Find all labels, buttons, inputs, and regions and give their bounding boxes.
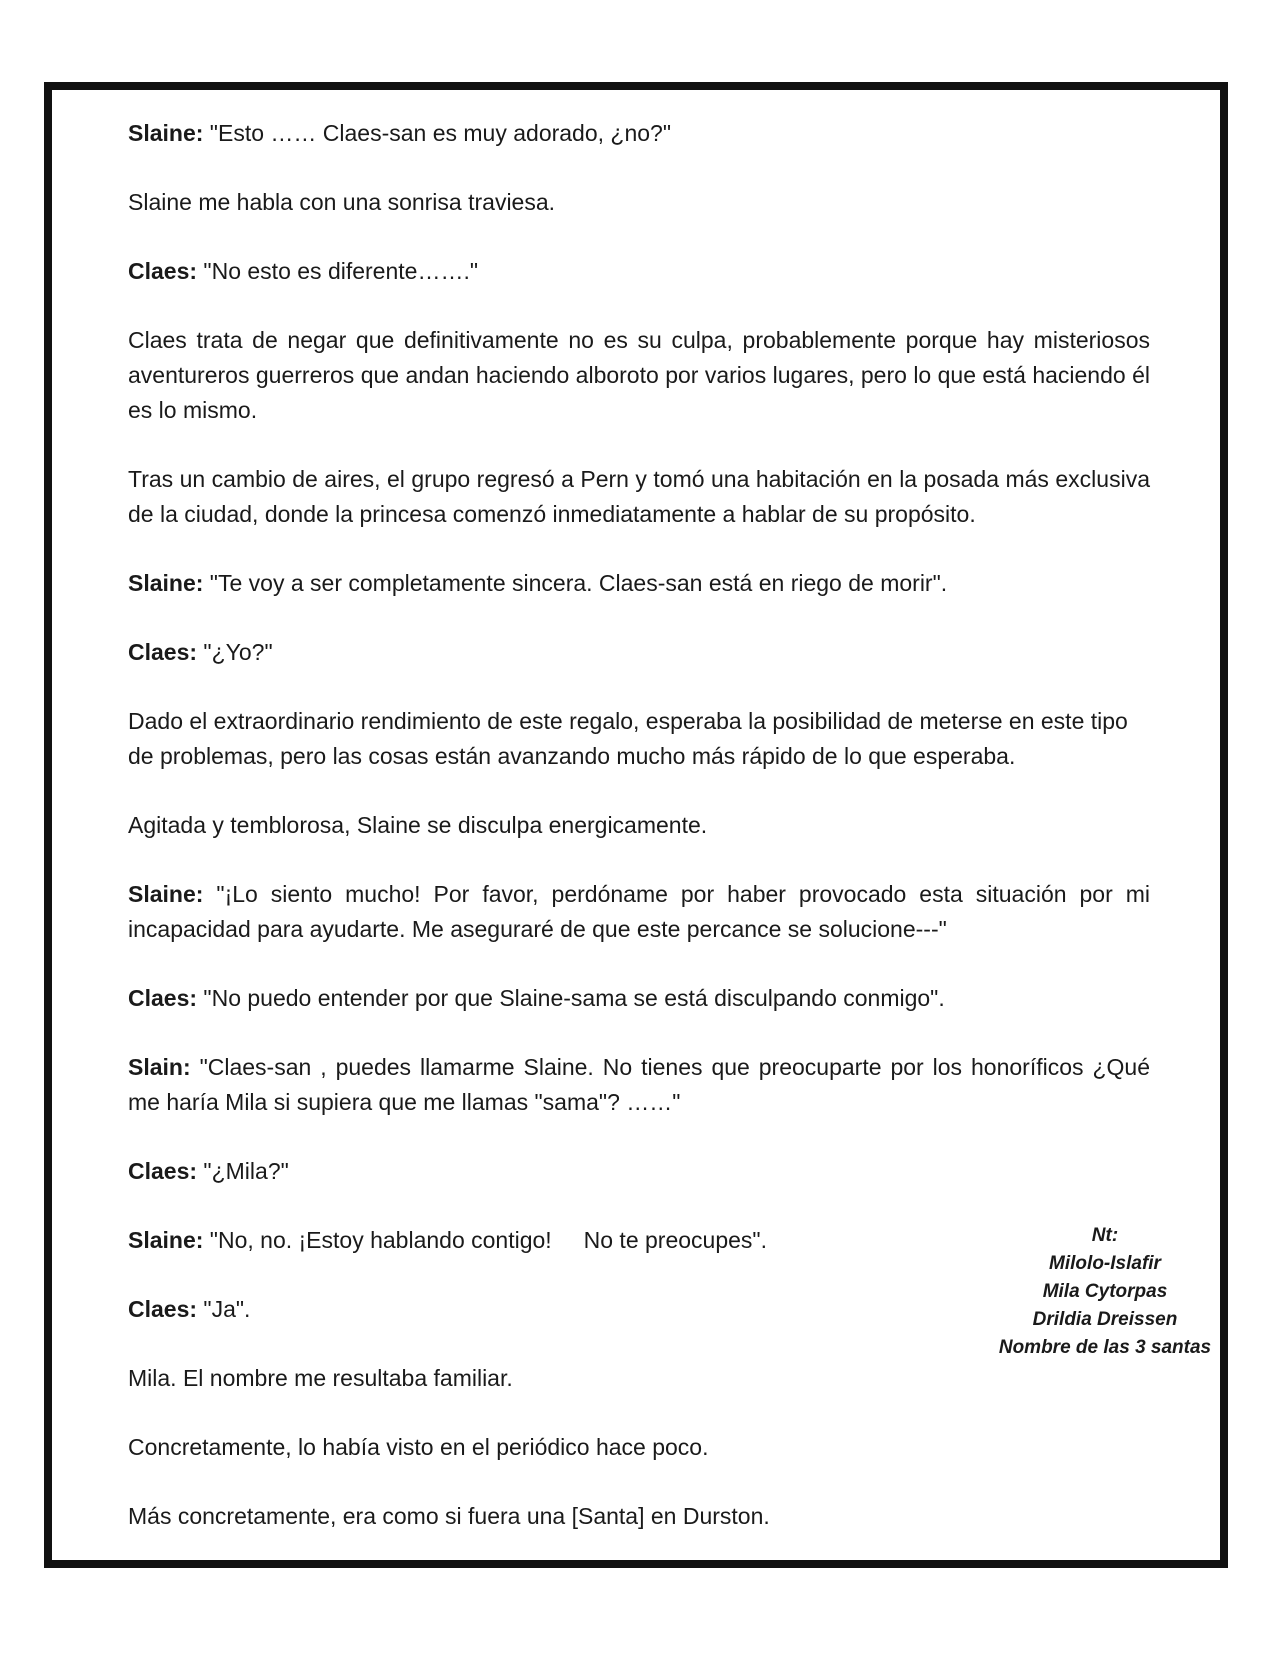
paragraph-text: Más concretamente, era como si fuera una [Santa] en Durston. xyxy=(128,1503,770,1529)
speaker-name: Slaine: xyxy=(128,1227,204,1253)
paragraph-text: "No esto es diferente……." xyxy=(197,258,478,284)
paragraph xyxy=(128,1430,1150,1465)
paragraph xyxy=(128,1154,1150,1189)
paragraph-text: Claes trata de negar que definitivamente no es su culpa, probablemente porque hay misteriosos aventureros guerreros que andan haciendo alboroto por varios lugares, pero lo que está haciendo él es lo mismo. xyxy=(128,327,1150,423)
paragraph xyxy=(128,323,1150,428)
paragraph-text: "Ja". xyxy=(197,1296,251,1322)
speaker-name: Slaine: xyxy=(128,120,204,146)
speaker-name: Claes: xyxy=(128,639,198,665)
paragraph-text: "No puedo entender por que Slaine-sama se está disculpando conmigo". xyxy=(197,985,945,1011)
speaker-name: Claes: xyxy=(128,1296,198,1322)
paragraph-text: "Esto …… Claes-san es muy adorado, ¿no?" xyxy=(203,120,672,146)
paragraph xyxy=(128,1361,1150,1396)
paragraph xyxy=(128,635,1150,670)
paragraph-text: "Claes-san , puedes llamarme Slaine. No tienes que preocuparte por los honoríficos ¿Qué me haría Mila si supiera que me llamas "sama"? ……" xyxy=(128,1054,1150,1115)
note-line: Drildia Dreissen xyxy=(1032,1309,1178,1330)
paragraph xyxy=(128,185,1150,220)
paragraph xyxy=(128,462,1150,532)
paragraph-text: "¿Mila?" xyxy=(197,1158,289,1184)
note-line: Milolo-Islafir xyxy=(1049,1253,1161,1274)
paragraph xyxy=(128,981,1150,1016)
paragraph xyxy=(128,1499,1150,1534)
paragraph-text: "¿Yo?" xyxy=(197,639,273,665)
paragraph xyxy=(128,116,1150,151)
paragraph xyxy=(128,566,1150,601)
speaker-name: Slaine: xyxy=(128,881,204,907)
paragraph xyxy=(128,254,1150,289)
paragraph-text: Agitada y temblorosa, Slaine se disculpa energicamente. xyxy=(128,812,708,838)
paragraph-text: "No, no. ¡Estoy hablando contigo! No te preocupes". xyxy=(203,1227,767,1253)
translator-note xyxy=(985,1222,1225,1362)
paragraph-text: "¡Lo siento mucho! Por favor, perdóname por haber provocado esta situación por mi incapacidad para ayudarte. Me aseguraré de que este percance se solucione---" xyxy=(128,881,1150,942)
paragraph xyxy=(128,877,1150,947)
speaker-name: Claes: xyxy=(128,985,198,1011)
paragraph-text: Mila. El nombre me resultaba familiar. xyxy=(128,1365,513,1391)
speaker-name: Slain: xyxy=(128,1054,191,1080)
paragraph xyxy=(128,704,1150,774)
speaker-name: Slaine: xyxy=(128,570,204,596)
paragraph-text: "Te voy a ser completamente sincera. Claes-san está en riego de morir". xyxy=(203,570,948,596)
note-line: Mila Cytorpas xyxy=(1042,1281,1168,1302)
paragraph-text: Slaine me habla con una sonrisa traviesa. xyxy=(128,189,556,215)
paragraph xyxy=(128,1050,1150,1120)
speaker-name: Claes: xyxy=(128,1158,198,1184)
paragraph-text: Dado el extraordinario rendimiento de este regalo, esperaba la posibilidad de meterse en este tipo de problemas, pero las cosas están avanzando mucho más rápido de lo que esperaba. xyxy=(128,708,1128,769)
note-title: Nt: xyxy=(1091,1225,1119,1246)
note-line: Nombre de las 3 santas xyxy=(998,1337,1212,1358)
speaker-name: Claes: xyxy=(128,258,198,284)
paragraph-text: Concretamente, lo había visto en el periódico hace poco. xyxy=(128,1434,709,1460)
paragraph-text: Tras un cambio de aires, el grupo regresó a Pern y tomó una habitación en la posada más exclusiva de la ciudad, donde la princesa comenzó inmediatamente a hablar de su propósito. xyxy=(128,466,1150,527)
paragraph xyxy=(128,808,1150,843)
